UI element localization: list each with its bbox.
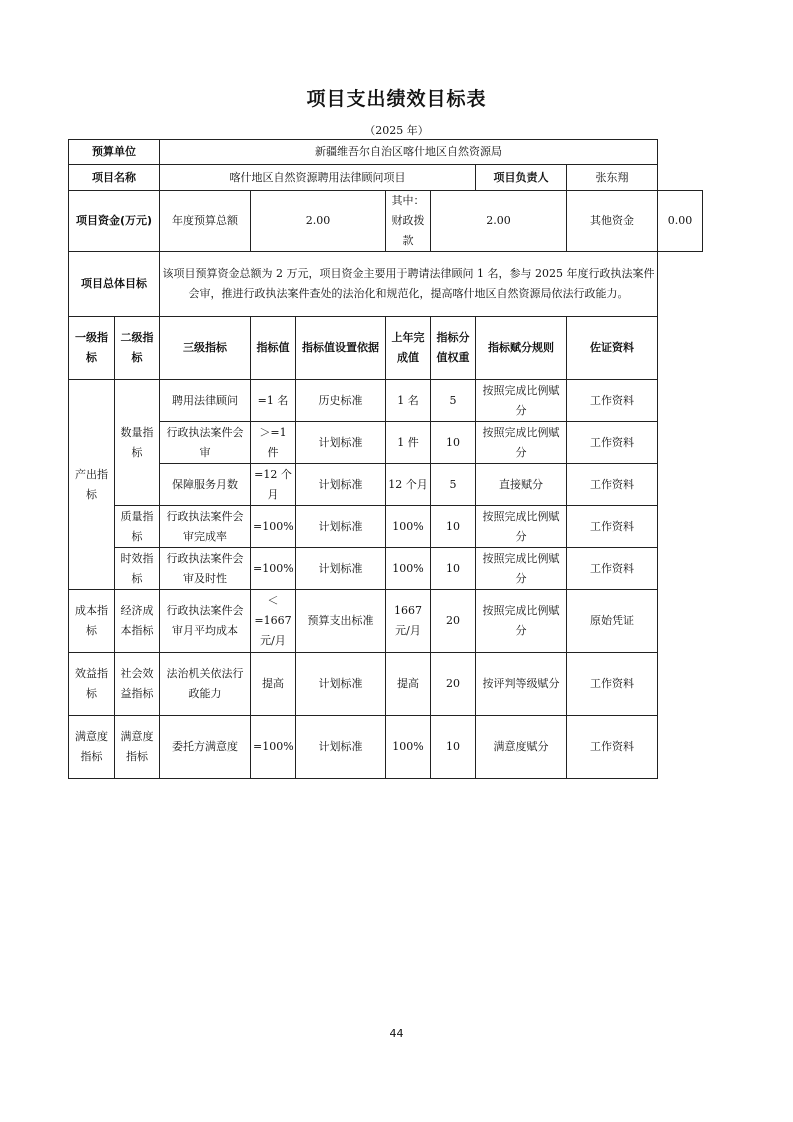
level2-quality: 质量指标 (115, 506, 160, 548)
indicator-rule: 直接赋分 (476, 464, 567, 506)
level1-cost: 成本指标 (69, 590, 115, 653)
indicator-evidence: 工作资料 (567, 506, 658, 548)
header-level2: 二级指标 (115, 317, 160, 380)
level2-quantity: 数量指标 (115, 380, 160, 506)
indicator-weight: 20 (431, 590, 476, 653)
indicator-basis: 计划标准 (296, 464, 386, 506)
indicator-last-year: 1 件 (386, 422, 431, 464)
header-level1: 一级指标 (69, 317, 115, 380)
indicator-last-year: 100% (386, 506, 431, 548)
indicator-name: 法治机关依法行政能力 (160, 653, 251, 716)
project-name-row (69, 165, 703, 191)
budget-unit-label: 预算单位 (69, 140, 160, 165)
indicator-name: 行政执法案件会审完成率 (160, 506, 251, 548)
project-name-label: 项目名称 (69, 165, 160, 191)
level2-timeliness: 时效指标 (115, 548, 160, 590)
indicator-weight: 20 (431, 653, 476, 716)
indicator-rule: 按评判等级赋分 (476, 653, 567, 716)
table-row (69, 422, 703, 464)
table-row (69, 716, 703, 779)
indicator-last-year: 100% (386, 716, 431, 779)
other-funds-label: 其他资金 (567, 191, 658, 252)
annual-budget-value: 2.00 (251, 191, 386, 252)
indicator-value: 提高 (251, 653, 296, 716)
table-row (69, 590, 703, 653)
indicator-evidence: 工作资料 (567, 422, 658, 464)
table-row (69, 506, 703, 548)
header-last-year: 上年完成值 (386, 317, 431, 380)
level2-economic-cost: 经济成本指标 (115, 590, 160, 653)
indicator-rule: 按照完成比例赋分 (476, 548, 567, 590)
indicator-name: 行政执法案件会审月平均成本 (160, 590, 251, 653)
project-goal-text: 该项目预算资金总额为 2 万元，项目资金主要用于聘请法律顾问 1 名，参与 2025 年度行政执法案件会审，推进行政执法案件查处的法治化和规范化，提高喀什地区自然资源局依法行政能力。 (160, 252, 658, 317)
table-row (69, 548, 703, 590)
table-row (69, 653, 703, 716)
indicator-name: 行政执法案件会审 (160, 422, 251, 464)
performance-target-table (68, 139, 703, 779)
project-funds-row (69, 191, 703, 252)
indicator-value: =100% (251, 506, 296, 548)
project-funds-label: 项目资金(万元) (69, 191, 160, 252)
indicator-name: 委托方满意度 (160, 716, 251, 779)
project-goal-label: 项目总体目标 (69, 252, 160, 317)
indicator-value: =100% (251, 548, 296, 590)
indicator-last-year: 12 个月 (386, 464, 431, 506)
indicator-name: 保障服务月数 (160, 464, 251, 506)
annual-budget-label: 年度预算总额 (160, 191, 251, 252)
indicator-basis: 计划标准 (296, 506, 386, 548)
level2-satisfaction: 满意度指标 (115, 716, 160, 779)
indicator-basis: 计划标准 (296, 716, 386, 779)
indicator-weight: 10 (431, 506, 476, 548)
document-year: （2025 年） (364, 124, 429, 137)
indicator-evidence: 工作资料 (567, 716, 658, 779)
level1-output: 产出指标 (69, 380, 115, 590)
indicator-evidence: 工作资料 (567, 548, 658, 590)
level1-satisfaction: 满意度指标 (69, 716, 115, 779)
fiscal-allocation-value: 2.00 (431, 191, 567, 252)
project-manager-value: 张东翔 (567, 165, 658, 191)
indicator-weight: 10 (431, 422, 476, 464)
indicator-last-year: 1667 元/月 (386, 590, 431, 653)
document-title: 项目支出绩效目标表 (306, 88, 487, 110)
header-weight: 指标分值权重 (431, 317, 476, 380)
indicator-value: =100% (251, 716, 296, 779)
indicator-rule: 按照完成比例赋分 (476, 590, 567, 653)
indicator-evidence: 工作资料 (567, 464, 658, 506)
table-row (69, 380, 703, 422)
indicator-evidence: 工作资料 (567, 380, 658, 422)
project-goal-row (69, 252, 703, 317)
indicator-value: ＞=1 件 (251, 422, 296, 464)
indicator-rule: 按照完成比例赋分 (476, 506, 567, 548)
budget-unit-value: 新疆维吾尔自治区喀什地区自然资源局 (160, 140, 658, 165)
indicator-evidence: 工作资料 (567, 653, 658, 716)
indicator-value: ＜=1667 元/月 (251, 590, 296, 653)
indicator-basis: 历史标准 (296, 380, 386, 422)
indicator-rule: 满意度赋分 (476, 716, 567, 779)
fiscal-allocation-label: 其中：财政拨款 (386, 191, 431, 252)
indicator-header-row (69, 317, 703, 380)
header-level3: 三级指标 (160, 317, 251, 380)
indicator-name: 行政执法案件会审及时性 (160, 548, 251, 590)
header-evidence: 佐证资料 (567, 317, 658, 380)
indicator-last-year: 100% (386, 548, 431, 590)
header-rule: 指标赋分规则 (476, 317, 567, 380)
indicator-name: 聘用法律顾问 (160, 380, 251, 422)
indicator-basis: 计划标准 (296, 548, 386, 590)
indicator-basis: 计划标准 (296, 653, 386, 716)
indicator-rule: 按照完成比例赋分 (476, 380, 567, 422)
budget-unit-row (69, 140, 703, 165)
table-row (69, 464, 703, 506)
indicator-basis: 预算支出标准 (296, 590, 386, 653)
other-funds-value: 0.00 (658, 191, 703, 252)
project-manager-label: 项目负责人 (476, 165, 567, 191)
level1-benefit: 效益指标 (69, 653, 115, 716)
indicator-value: =12 个月 (251, 464, 296, 506)
header-value: 指标值 (251, 317, 296, 380)
indicator-weight: 10 (431, 716, 476, 779)
project-name-value: 喀什地区自然资源聘用法律顾问项目 (160, 165, 476, 191)
indicator-evidence: 原始凭证 (567, 590, 658, 653)
indicator-basis: 计划标准 (296, 422, 386, 464)
indicator-value: =1 名 (251, 380, 296, 422)
page-number: 44 (389, 1027, 404, 1040)
indicator-rule: 按照完成比例赋分 (476, 422, 567, 464)
indicator-weight: 5 (431, 464, 476, 506)
indicator-last-year: 1 名 (386, 380, 431, 422)
indicator-last-year: 提高 (386, 653, 431, 716)
indicator-weight: 5 (431, 380, 476, 422)
header-basis: 指标值设置依据 (296, 317, 386, 380)
level2-social-benefit: 社会效益指标 (115, 653, 160, 716)
indicator-weight: 10 (431, 548, 476, 590)
